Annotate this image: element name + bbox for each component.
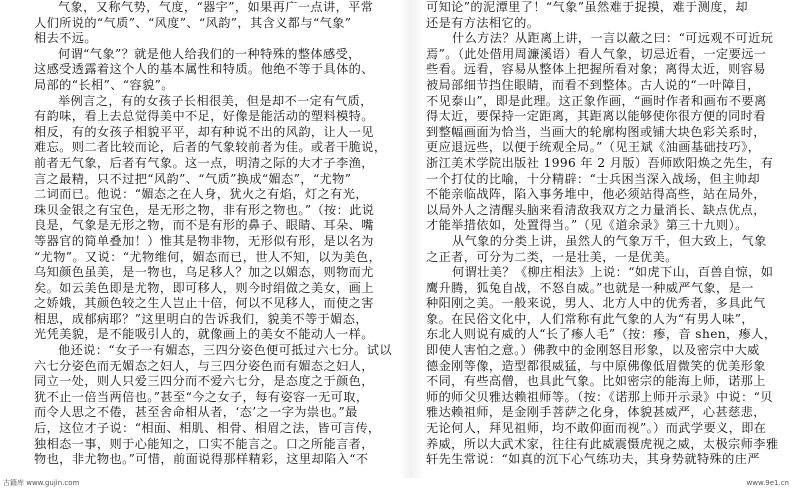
text-line: 相反，有的女孩子相貌平平，却有种说不出的风韵，让人一见 — [34, 124, 374, 139]
right-page — [424, 0, 793, 478]
text-line: 光凭美貌，是不能吸引人的，就像画上的美女不能动人一样。 — [34, 327, 374, 342]
text-line: 还是有方法相它的。 — [426, 15, 540, 30]
left-page — [0, 0, 400, 478]
text-line: 德金刚等像，造型都很威猛，与中原佛像低眉微笑的优美形象 — [426, 358, 766, 373]
text-line: 之娇娥，其颜色较之生人岂止十倍，何以不见移人，而使之害 — [34, 296, 374, 311]
text-line: 些看。远看，容易从整体上把握所看对象；离得太近，则容易 — [426, 62, 766, 77]
text-line: 以局外人之清醒头脑来看清敌我双方之力量消长、缺点优点， — [426, 202, 766, 217]
text-line: 这感受透露着这个人的基本属性和特质。他绝不等于具体的、 — [34, 62, 374, 77]
text-line: 浙江美术学院出版社 1996 年 2 月版）吾师欧阳焕之先生，有 — [426, 155, 774, 170]
text-line: 局部的“长相”、“容貌”。 — [34, 77, 174, 92]
text-line: 矣。如云美色即是尤物，即可移人，则今时绢做之美女，画上 — [34, 280, 374, 295]
text-line: 难忘。则二者比较而论，后者的气象较前者为佳。或者干脆说， — [34, 140, 387, 155]
text-line: 相去不远。 — [34, 31, 97, 46]
text-line: 鹰升腾，狐兔自战，不怒自威。”也就是一种威严气象，是一 — [426, 280, 754, 295]
page-gutter — [400, 0, 424, 478]
text-line: 物也，非尤物也。”可惜，前面说得那样精彩，这里却陷入“不 — [34, 452, 369, 467]
text-line: 良是，气象是无形之物，而不是有形的鼻子、眼睛、耳朵、嘴 — [34, 218, 374, 233]
text-line: 种阳刚之美。一般来说，男人、北方人中的优秀者，多具此气 — [426, 296, 766, 311]
text-line: 前者无气象，后者有气象。这一点，明清之际的大才子李渔， — [34, 155, 374, 170]
text-line: 珠贝金银之有宝色，是无形之物，非有形之物也。”（按：此说 — [34, 202, 375, 217]
text-line: 什么方法？从距离上讲，一言以蔽之曰：“可远观不可近玩 — [452, 31, 774, 46]
footer-right-text: www.9e1.cn — [746, 479, 789, 487]
text-line: 才能举措依如，处置得当。”（见《道余录》第三十九则）。 — [426, 218, 748, 233]
text-line: 师的师父贝雅达赖祖师等。（按：《诺那上师开示录》中说：“贝 — [426, 389, 773, 404]
text-line: 人们所说的“气质”、“风度”、“风韵”，其含义都与“气象” — [34, 15, 352, 30]
text-line: 到整幅画面为恰当，当画大的轮廓构图或铺大块色彩关系时， — [426, 124, 766, 139]
text-line: 无论何人，拜见祖师，均不敢仰面而视”。）而武学要义，即在 — [426, 421, 767, 436]
text-line: 更应退远些，以便于统观全局。”（见王斌《油画基础技巧》， — [426, 140, 761, 155]
text-line: 即使人害怕之意。）佛教中的金刚怒目形象，以及密宗中大威 — [426, 343, 760, 358]
text-line: 六七分姿色而无媚态之妇人，与三四分姿色而有媚态之妇人， — [34, 358, 374, 373]
text-line: 乌知颜色虽美，是一物也，乌足移人？加之以媚态，则物而尤 — [34, 265, 374, 280]
text-line: 象。在民俗文化中，人们常称有此气象的人为“有男人味”， — [426, 311, 754, 326]
text-line: 轩先生常说：“如真的沉下心气练功夫，其身势就特殊的庄严 — [426, 452, 760, 467]
footer-bar — [0, 478, 793, 488]
text-line: 有韵味，看上去总觉得美中不足，好像是能活动的塑料模特。 — [34, 109, 374, 124]
text-line: 东北人则说有威的人“长了瘆人毛”（按：瘆，音 shen，瘆人， — [426, 327, 777, 342]
text-line: 气象，又称气势，气度，“器宇”，如果再广一点讲，平常 — [58, 0, 374, 14]
text-line: 言之最精，只不过把“风韵”、“气质”换成“媚态”，“尤物” — [34, 171, 352, 186]
text-line: “尤物”。又说：“尤物维何，媚态而已，世人不知，以为美色， — [34, 249, 382, 264]
text-line: 独相态一事，则于心能知之，口实不能言之。口之所能言者， — [34, 436, 374, 451]
text-line: 后，这位才子说：“相面、相肌、相骨、相眉之法，皆可言传， — [34, 421, 381, 436]
text-line: 一个打仗的比喻，十分精辟：“士兵困当深入战场，但主帅却 — [426, 171, 760, 186]
text-line: 从气象的分类上讲，虽然人的气象万千，但大致上，气象 — [452, 233, 767, 248]
text-line: 雅达赖祖师，是金刚手菩萨之化身，体貌甚威严，心甚慈悲， — [426, 405, 766, 420]
text-line: 焉”。（此处借用周濂溪语）看人气象，切忌近看，一定要远一 — [426, 46, 767, 61]
text-line: 何谓壮美？《柳庄相法》上说：“如虎下山，百兽自惊，如 — [452, 265, 774, 280]
text-line: 等器官的简单叠加！）惟其是物非物，无形似有形，是以名为 — [34, 233, 374, 248]
text-line: 不同，有些高僧，也具此气象。比如密宗的能海上师，诺那上 — [426, 374, 766, 389]
text-line: 同立一处，则人只爱三四分而不爱六七分，是态度之于颜色， — [34, 374, 374, 389]
text-line: 何谓“气象”？就是他人给我们的一种特殊的整体感受， — [58, 46, 361, 61]
text-line: 相思，成郁病耶？”这里明白的告诉我们，貌美不等于媚态， — [34, 311, 368, 326]
text-line: 被局部细节挡住眼睛，而看不到整体。古人说的“一叶障目， — [426, 77, 760, 92]
text-line: 可知论”的泥潭里了！“气象”虽然难于捉摸，难于测度，却 — [426, 0, 748, 14]
text-line: 举例言之，有的女孩子长相很美，但是却不一定有气质， — [58, 93, 373, 108]
footer-left-text: 古籍库 www.gujin.com — [3, 479, 80, 487]
text-line: 养威，所以大武术家，往往有此威震慑虎视之威，太极宗师李雅 — [426, 436, 779, 451]
text-line: 他还说：“女子一有媚态，三四分姿色便可抵过六七分。试以 — [58, 343, 392, 358]
text-line: 不能亲临战阵，陷入事务堆中，他必须站得高些，站在局外， — [426, 187, 766, 202]
text-line: 二词而已。他说：“媚态之在人身，犹火之有焰，灯之有光， — [34, 187, 368, 202]
text-line: 不见泰山”，即是此理。这正象作画，“画时作者和画布不要离 — [426, 93, 767, 108]
text-line: 犹不止一倍当两倍也。”甚至“今之女子，每有姿容一无可取， — [34, 389, 369, 404]
text-line: 而令人思之不倦，甚至舍命相从者，‘态’之一字为祟也。”最 — [34, 405, 358, 420]
text-line: 之正者，可分为二类，一是壮美，一是优美。 — [426, 249, 678, 264]
text-line: 得太近，要保持一定距离，其距离以能够使你很方便的同时看 — [426, 109, 766, 124]
